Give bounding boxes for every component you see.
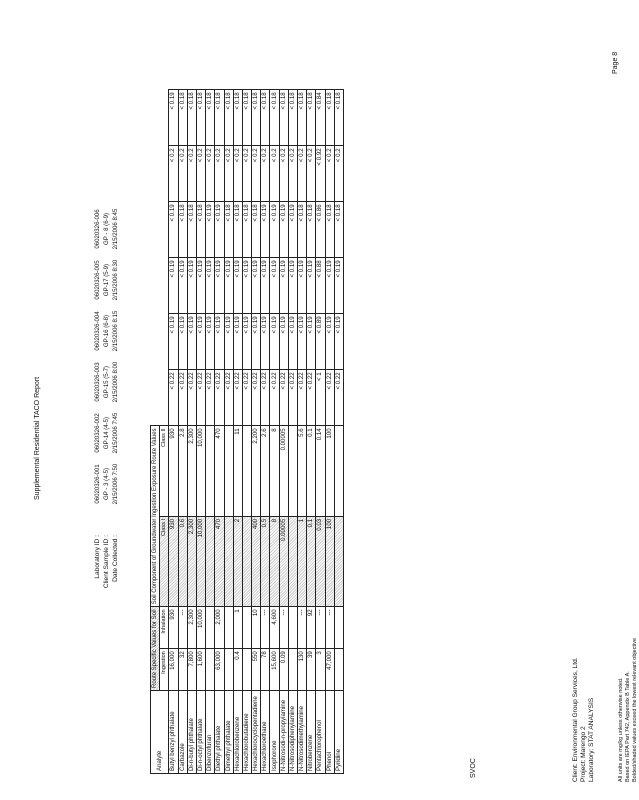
sample-date: 2/15/2006 7:45 <box>112 412 119 454</box>
result-cell: < 0.19 <box>288 314 297 370</box>
class2-cell: 11 <box>233 426 242 517</box>
class2-cell: 0.1 <box>307 426 316 517</box>
result-cell: < 0.22 <box>187 370 196 426</box>
analyte-cell: Dimethyl phthalate <box>224 691 233 774</box>
ingestion-cell <box>224 649 233 691</box>
result-cell: < 0.18 <box>334 90 343 146</box>
table-row <box>252 90 261 774</box>
class2-cell: 470 <box>215 426 224 517</box>
result-cell: < 0.19 <box>169 90 178 146</box>
sample-lab-id: 06020326-005 <box>94 260 101 300</box>
result-cell: < 0.22 <box>215 370 224 426</box>
result-cell: < 0.88 <box>316 258 325 314</box>
result-cell: < 0.18 <box>206 90 215 146</box>
result-cell: < 0.19 <box>224 258 233 314</box>
report-title: Supplemental Residential TACO Report <box>34 376 41 500</box>
inhalation-cell <box>206 607 215 649</box>
table-row <box>261 90 270 774</box>
client-sample-label: Client Sample ID : <box>103 535 110 589</box>
sample-lab-id: 06020326-004 <box>94 311 101 351</box>
result-cell: < 0.2 <box>178 146 187 202</box>
ingestion-cell <box>242 649 251 691</box>
inhalation-cell: --- <box>178 607 187 649</box>
inhalation-cell: --- <box>298 607 307 649</box>
inhalation-cell: 92 <box>307 607 316 649</box>
inhalation-cell: 2,300 <box>187 607 196 649</box>
result-cell: < 0.2 <box>169 146 178 202</box>
result-cell: < 0.22 <box>270 370 279 426</box>
table-row <box>316 90 325 774</box>
result-cell: < 0.92 <box>316 146 325 202</box>
result-cell: < 0.22 <box>298 370 307 426</box>
result-cell: < 0.19 <box>178 314 187 370</box>
results-body <box>169 90 344 774</box>
page-number: Page 8 <box>612 51 619 74</box>
class1-cell: 0.6 <box>178 516 187 607</box>
sample-date: 2/15/2006 8:00 <box>112 361 119 403</box>
table-row <box>270 90 279 774</box>
analyte-cell: Isophorone <box>270 691 279 774</box>
table-row <box>233 90 242 774</box>
result-cell: < 0.18 <box>279 90 288 146</box>
sample-date: 2/15/2006 8:30 <box>112 259 119 301</box>
class2-cell: 0.14 <box>316 426 325 517</box>
result-cell: < 0.19 <box>279 202 288 258</box>
note-basis: Based on IEPA Part 742, Appendix B Table A. <box>625 671 631 782</box>
result-cell: < 0.19 <box>252 258 261 314</box>
inhalation-cell <box>242 607 251 649</box>
class1-cell: 0.5 <box>261 516 270 607</box>
result-cell: < 0.18 <box>252 202 261 258</box>
class2-cell: 2.8 <box>178 426 187 517</box>
class2-cell: 8 <box>270 426 279 517</box>
result-cell: < 0.18 <box>242 202 251 258</box>
result-cell: < 0.19 <box>325 258 334 314</box>
result-cell: < 0.22 <box>242 370 251 426</box>
sample-client-id: GP-15 (5-7) <box>103 365 110 399</box>
table-row <box>307 90 316 774</box>
result-cell: < 0.18 <box>196 90 205 146</box>
result-cell: < 0.19 <box>187 314 196 370</box>
sample-client-id: GP - 3 (4-5) <box>103 467 110 501</box>
result-cell: < 0.19 <box>242 258 251 314</box>
lab-id-label: Laboratory ID : <box>94 535 101 579</box>
result-cell: < 0.22 <box>334 370 343 426</box>
sample-date: 2/15/2006 7:50 <box>112 463 119 505</box>
result-cell: < 0.19 <box>279 258 288 314</box>
result-cell: < 0.18 <box>224 90 233 146</box>
inhalation-cell: 1 <box>233 607 242 649</box>
ingestion-cell: 0.09 <box>279 649 288 691</box>
class1-cell: 470 <box>215 516 224 607</box>
class2-cell: 2,300 <box>187 426 196 517</box>
result-cell: < 0.2 <box>261 146 270 202</box>
table-row <box>288 90 297 774</box>
result-cell: < 0.22 <box>169 370 178 426</box>
analyte-cell: Carbazole <box>178 691 187 774</box>
result-cell: < 0.19 <box>169 258 178 314</box>
result-cell: < 0.19 <box>215 314 224 370</box>
class1-cell: 400 <box>252 516 261 607</box>
class1-cell <box>334 516 343 607</box>
result-cell: < 0.19 <box>233 258 242 314</box>
result-cell: < 0.22 <box>178 370 187 426</box>
analyte-cell: N-Nitrosodimethylamine <box>298 691 307 774</box>
class1-cell <box>206 516 215 607</box>
ingestion-cell: 7,800 <box>187 649 196 691</box>
result-cell: < 0.2 <box>206 146 215 202</box>
result-cell: < 0.19 <box>261 202 270 258</box>
result-cell: < 0.19 <box>206 314 215 370</box>
ingestion-cell: 550 <box>252 649 261 691</box>
ingestion-cell: 0.4 <box>233 649 242 691</box>
class1-cell: 2,300 <box>187 516 196 607</box>
analyte-cell: Dibenzofuran <box>206 691 215 774</box>
result-cell: < 0.22 <box>252 370 261 426</box>
result-cell: < 0.22 <box>196 370 205 426</box>
route-values-header: Route Specific Values for Soil <box>151 607 160 691</box>
class2-cell <box>334 426 343 517</box>
result-cell: < 0.18 <box>187 202 196 258</box>
ingestion-cell <box>334 649 343 691</box>
class1-cell: 10,000 <box>196 516 205 607</box>
result-cell: < 0.19 <box>169 314 178 370</box>
inhalation-cell: 10 <box>252 607 261 649</box>
result-cell: < 0.19 <box>270 258 279 314</box>
result-cell: < 0.19 <box>307 258 316 314</box>
result-cell: < 0.18 <box>334 202 343 258</box>
inhalation-cell: 10,000 <box>196 607 205 649</box>
analyte-cell: Pentachlorophenol <box>316 691 325 774</box>
analyte-cell: Nitrobenzene <box>307 691 316 774</box>
sample-lab-id: 06020326-001 <box>94 464 101 504</box>
analyte-cell: Hexachlorobutadiene <box>242 691 251 774</box>
note-shading: Bolded/shaded values exceed the lowest relevant objective <box>632 637 638 782</box>
result-cell: < 0.18 <box>325 90 334 146</box>
table-row <box>215 90 224 774</box>
class1-cell: 930 <box>169 516 178 607</box>
result-cell: < 0.22 <box>288 370 297 426</box>
result-cell: < 0.2 <box>298 146 307 202</box>
result-cell: < 0.19 <box>279 314 288 370</box>
result-cell: < 0.19 <box>169 202 178 258</box>
result-cell: < 0.19 <box>261 258 270 314</box>
ingestion-cell: 39 <box>307 649 316 691</box>
table-row <box>242 90 251 774</box>
sample-client-id: GP-16 (6-8) <box>103 314 110 348</box>
result-cell: < 0.22 <box>325 370 334 426</box>
inhalation-cell: --- <box>325 607 334 649</box>
analyte-cell: Di-n-octyl phthalate <box>196 691 205 774</box>
result-cell: < 0.19 <box>215 258 224 314</box>
result-cell: < 0.19 <box>261 314 270 370</box>
ingestion-cell: 32 <box>178 649 187 691</box>
class2-cell: 10,000 <box>196 426 205 517</box>
ingestion-cell: 130 <box>298 649 307 691</box>
result-cell: < 0.2 <box>252 146 261 202</box>
analyte-cell: Phenol <box>325 691 334 774</box>
class2-cell: 2.6 <box>261 426 270 517</box>
class2-cell: 2,200 <box>252 426 261 517</box>
result-cell: < 0.18 <box>325 202 334 258</box>
analyte-cell: Butyl benzyl phthalate <box>169 691 178 774</box>
result-cell: < 0.18 <box>252 90 261 146</box>
ingestion-cell: 16,000 <box>169 649 178 691</box>
table-row <box>279 90 288 774</box>
result-cell: < 0.18 <box>270 90 279 146</box>
class1-cell: 0.1 <box>307 516 316 607</box>
class2-cell: 930 <box>169 426 178 517</box>
analyte-cell: N-Nitrosodiphenylamine <box>288 691 297 774</box>
class1-cell: 100 <box>325 516 334 607</box>
result-cell: < 0.19 <box>242 314 251 370</box>
ingestion-header: Ingestion <box>160 649 169 691</box>
table-row <box>298 90 307 774</box>
sample-lab-id: 06020326-006 <box>94 209 101 249</box>
table-row <box>334 90 343 774</box>
result-cell: < 0.22 <box>233 370 242 426</box>
result-cell: < 0.18 <box>233 90 242 146</box>
class1-cell: 0.03 <box>316 516 325 607</box>
result-cell: < 0.19 <box>252 314 261 370</box>
analyte-cell: Pyridine <box>334 691 343 774</box>
class1-cell <box>242 516 251 607</box>
ingestion-cell: 63,000 <box>215 649 224 691</box>
result-cell: < 0.2 <box>215 146 224 202</box>
result-cell: < 0.19 <box>298 258 307 314</box>
result-cell: < 0.18 <box>288 90 297 146</box>
ingestion-cell: 78 <box>261 649 270 691</box>
inhalation-cell: --- <box>261 607 270 649</box>
sample-date: 2/15/2006 8:45 <box>112 208 119 250</box>
result-cell: < 0.2 <box>187 146 196 202</box>
inhalation-cell: 4,600 <box>270 607 279 649</box>
result-cell: < 0.18 <box>178 202 187 258</box>
analyte-cell: Hexachloroethane <box>261 691 270 774</box>
table-row <box>325 90 334 774</box>
result-cell: < 0.2 <box>196 146 205 202</box>
ingestion-cell: 47,000 <box>325 649 334 691</box>
result-cell: < 0.19 <box>196 314 205 370</box>
section-label: SVOC <box>470 758 477 778</box>
result-cell: < 0.18 <box>224 202 233 258</box>
result-cell: < 0.19 <box>334 258 343 314</box>
class2-cell: 5.6 <box>298 426 307 517</box>
class1-cell: 1 <box>298 516 307 607</box>
results-table <box>150 89 344 774</box>
table-row <box>187 90 196 774</box>
soil-component-header: Soil Component of Groundwater Ingestion Exposure Route Values <box>151 426 160 607</box>
result-cell: < 0.19 <box>334 314 343 370</box>
class1-cell: 0.00005 <box>279 516 288 607</box>
ingestion-cell <box>288 649 297 691</box>
result-cell: < 0.19 <box>325 314 334 370</box>
result-cell: < 0.18 <box>307 90 316 146</box>
result-cell: < 0.19 <box>270 314 279 370</box>
result-cell: < 0.2 <box>307 146 316 202</box>
result-cell: < 0.2 <box>270 146 279 202</box>
result-cell: < 0.2 <box>242 146 251 202</box>
result-cell: < 0.2 <box>279 146 288 202</box>
result-cell: < 0.2 <box>288 146 297 202</box>
result-cell: < 0.22 <box>206 370 215 426</box>
result-cell: < 0.86 <box>316 202 325 258</box>
inhalation-cell: 2,000 <box>215 607 224 649</box>
result-cell: < 0.22 <box>261 370 270 426</box>
result-cell: < 0.19 <box>196 258 205 314</box>
result-cell: < 0.19 <box>178 258 187 314</box>
table-row <box>178 90 187 774</box>
class1-cell <box>288 516 297 607</box>
inhalation-cell <box>288 607 297 649</box>
table-row <box>224 90 233 774</box>
ingestion-cell: 3 <box>316 649 325 691</box>
class2-cell <box>242 426 251 517</box>
table-row <box>169 90 178 774</box>
inhalation-header: Inhalation <box>160 607 169 649</box>
sample-client-id: GP-17 (5-9) <box>103 263 110 297</box>
class2-header: Class II <box>160 426 169 517</box>
result-cell: < 0.22 <box>224 370 233 426</box>
result-cell: < 0.19 <box>298 314 307 370</box>
sample-client-id: GP - 8 (6-9) <box>103 212 110 246</box>
analyte-cell: N-Nitrosodi-n-propylamine <box>279 691 288 774</box>
result-cell: < 0.18 <box>307 202 316 258</box>
result-cell: < 0.18 <box>178 90 187 146</box>
result-cell: < 0.2 <box>334 146 343 202</box>
result-cell: < 0.18 <box>187 90 196 146</box>
result-cell: < 0.19 <box>288 258 297 314</box>
ingestion-cell <box>206 649 215 691</box>
result-cell: < 0.19 <box>307 314 316 370</box>
class2-cell: 100 <box>325 426 334 517</box>
result-cell: < 0.2 <box>224 146 233 202</box>
result-cell: < 0.18 <box>233 202 242 258</box>
ingestion-cell: 15,600 <box>270 649 279 691</box>
ingestion-cell: 1,600 <box>196 649 205 691</box>
analyte-cell: Hexachlorobenzene <box>233 691 242 774</box>
class1-header: Class I <box>160 516 169 607</box>
inhalation-cell <box>224 607 233 649</box>
result-cell: < 0.19 <box>206 258 215 314</box>
date-collected-label: Date Collected : <box>112 535 119 582</box>
table-row <box>206 90 215 774</box>
result-cell: < 0.89 <box>316 314 325 370</box>
class1-cell: 2 <box>233 516 242 607</box>
analyte-cell: Hexachlorocyclopentadiene <box>252 691 261 774</box>
result-cell: < 0.18 <box>196 202 205 258</box>
result-cell: < 0.19 <box>233 314 242 370</box>
result-cell: < 0.18 <box>298 90 307 146</box>
inhalation-cell <box>334 607 343 649</box>
class2-cell <box>206 426 215 517</box>
sample-date: 2/15/2006 8:15 <box>112 310 119 352</box>
analyte-cell: Di-n-butyl phthalate <box>187 691 196 774</box>
sample-lab-id: 06020326-003 <box>94 362 101 402</box>
result-cell: < 0.19 <box>288 202 297 258</box>
result-cell: < 0.19 <box>224 314 233 370</box>
result-cell: < 0.84 <box>316 90 325 146</box>
sample-client-id: GP-14 (4-5) <box>103 416 110 450</box>
inhalation-cell: --- <box>279 607 288 649</box>
inhalation-cell: --- <box>316 607 325 649</box>
client-line: Client: Environmental Group Services, Ltd. <box>572 657 579 782</box>
analyte-cell: Diethyl phthalate <box>215 691 224 774</box>
result-cell: < 0.18 <box>261 90 270 146</box>
table-row <box>196 90 205 774</box>
result-cell: < 0.22 <box>307 370 316 426</box>
result-cell: < 0.19 <box>187 258 196 314</box>
inhalation-cell: 930 <box>169 607 178 649</box>
class1-cell <box>224 516 233 607</box>
class2-cell <box>288 426 297 517</box>
result-cell: < 0.22 <box>279 370 288 426</box>
result-cell: < 0.2 <box>233 146 242 202</box>
note-units: All units are mg/kg unless otherwise noted. <box>618 677 624 782</box>
result-cell: < 0.18 <box>298 202 307 258</box>
class2-cell: 0.00005 <box>279 426 288 517</box>
class1-cell: 8 <box>270 516 279 607</box>
analyte-header: Analyte <box>151 691 169 774</box>
result-cell: < 0.18 <box>242 90 251 146</box>
result-cell: < 1 <box>316 370 325 426</box>
class2-cell <box>224 426 233 517</box>
result-cell: < 0.18 <box>215 90 224 146</box>
result-cell: < 0.19 <box>206 202 215 258</box>
laboratory-line: Laboratory: STAT ANALYSIS <box>588 697 595 782</box>
result-cell: < 0.19 <box>270 202 279 258</box>
project-line: Project: Marengo 2 <box>580 726 587 782</box>
sample-lab-id: 06020326-002 <box>94 413 101 453</box>
result-cell: < 0.2 <box>325 146 334 202</box>
result-cell: < 0.19 <box>215 202 224 258</box>
